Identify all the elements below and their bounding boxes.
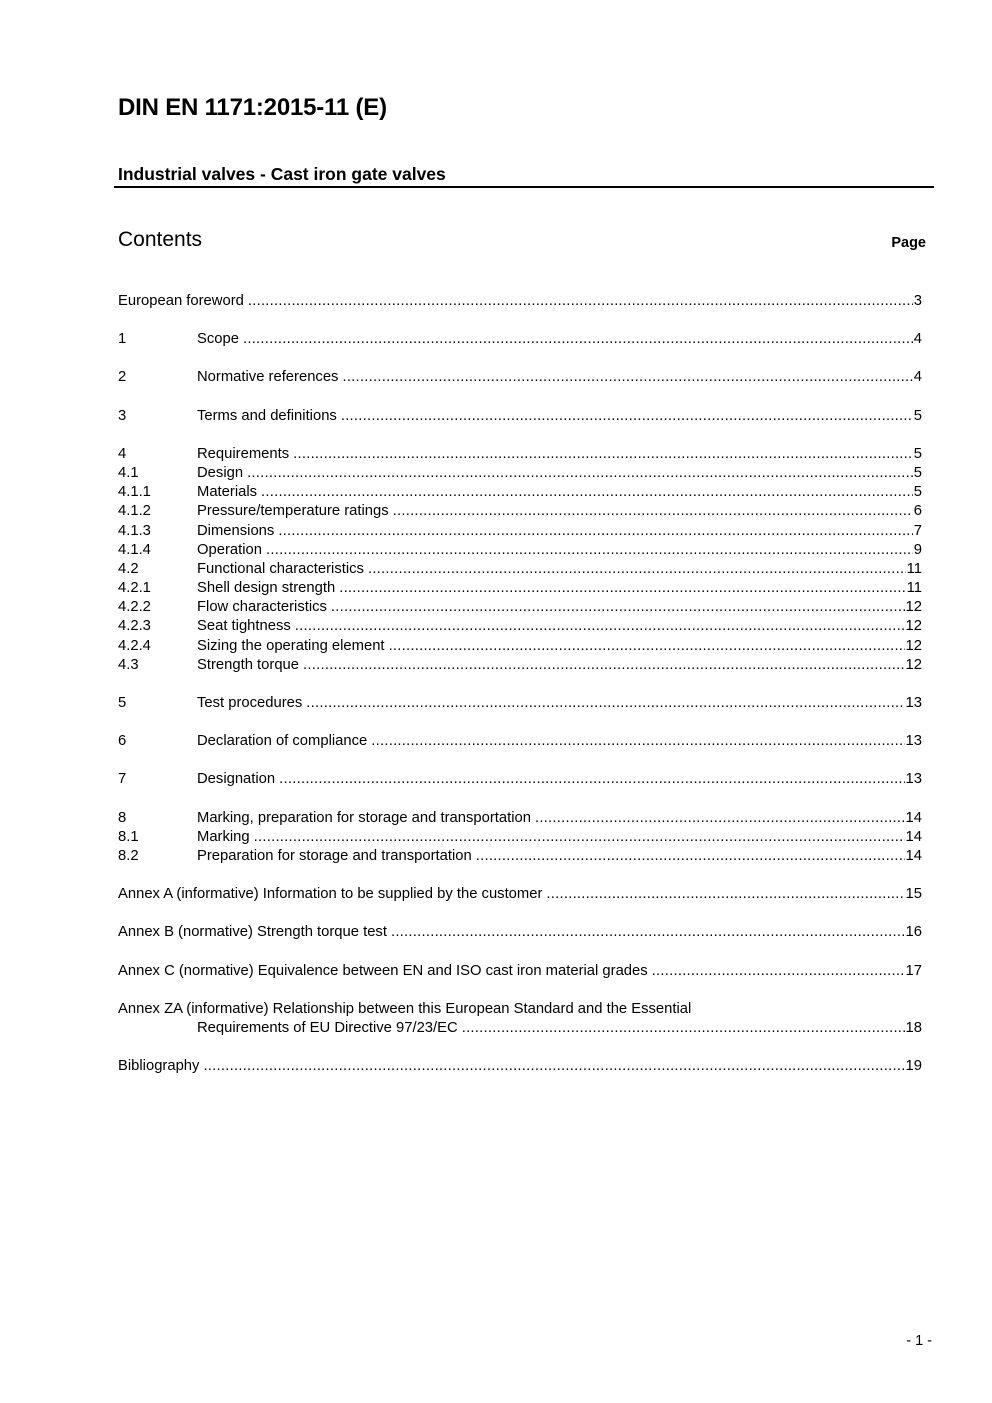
toc-entry-number: 4.2.3 xyxy=(118,618,151,635)
toc-entry-title: Scope xyxy=(197,331,239,348)
toc-dot-leader xyxy=(203,1057,904,1076)
toc-entry-page: 5 xyxy=(913,484,922,501)
toc-entry[interactable] xyxy=(118,923,922,942)
toc-entry-page: 19 xyxy=(905,1058,922,1075)
toc-dot-leader xyxy=(391,923,905,942)
toc-entry-number: 4.2.1 xyxy=(118,580,151,597)
toc-entry[interactable] xyxy=(118,292,922,311)
toc-dot-leader xyxy=(462,1019,905,1038)
toc-dot-leader xyxy=(306,694,904,713)
toc-entry-title: Normative references xyxy=(197,369,339,386)
toc-entry[interactable] xyxy=(118,732,922,751)
toc-entry-number: 4.1.2 xyxy=(118,503,151,520)
toc-entry-page: 7 xyxy=(913,522,922,539)
toc-dot-leader xyxy=(295,617,905,636)
toc-entry-page: 13 xyxy=(905,771,922,788)
toc-entry-number: 5 xyxy=(118,695,127,711)
toc-entry-title: Annex B (normative) Strength torque test xyxy=(118,924,387,941)
toc-entry-title: Bibliography xyxy=(118,1058,200,1075)
toc-dot-leader xyxy=(279,770,904,789)
toc-dot-leader xyxy=(247,464,913,483)
toc-entry-number: 8.1 xyxy=(118,828,139,845)
toc-dot-leader xyxy=(371,732,904,751)
toc-entry[interactable] xyxy=(118,368,922,387)
toc-entry-title: Sizing the operating element xyxy=(197,637,385,654)
page-column-label: Page xyxy=(891,235,926,251)
toc-entry-title: Design xyxy=(197,464,244,481)
toc-entry[interactable] xyxy=(118,407,922,426)
toc-dot-leader xyxy=(389,637,905,656)
toc-entry[interactable] xyxy=(118,962,922,981)
toc-entry-page: 16 xyxy=(905,924,922,941)
toc-entry-page: 14 xyxy=(905,828,922,845)
toc-dot-leader xyxy=(652,962,905,981)
toc-entry-number: 4.1.1 xyxy=(118,484,151,501)
toc-entry-page: 13 xyxy=(905,695,922,711)
toc-entry-page: 12 xyxy=(905,656,922,673)
toc-entry-page: 14 xyxy=(905,809,922,826)
toc-entry-page: 11 xyxy=(906,580,922,597)
toc-entry-title-line1: Annex ZA (informative) Relationship between this European Standard and the Essential xyxy=(118,1000,692,1017)
toc-entry-title: Terms and definitions xyxy=(197,407,337,424)
toc-entry[interactable] xyxy=(118,522,922,541)
toc-entry-title: Marking xyxy=(197,828,250,845)
toc-entry-title: Shell design strength xyxy=(197,580,336,597)
toc-entry-title: Flow characteristics xyxy=(197,599,327,616)
toc-entry-number: 4.2.4 xyxy=(118,637,151,654)
toc-entry[interactable] xyxy=(118,541,922,560)
toc-dot-leader xyxy=(368,560,906,579)
toc-entry-page: 4 xyxy=(913,331,922,348)
toc-entry-title: Designation xyxy=(197,771,276,788)
toc-entry-page: 13 xyxy=(905,733,922,750)
toc-entry-bibliography[interactable] xyxy=(118,1057,922,1076)
toc-entry[interactable] xyxy=(118,579,922,598)
toc-entry-number: 8.2 xyxy=(118,847,139,864)
toc-entry[interactable] xyxy=(118,445,922,464)
toc-entry-title: Functional characteristics xyxy=(197,560,364,577)
toc-dot-leader xyxy=(476,847,905,866)
toc-entry-annex-za[interactable] xyxy=(118,1000,922,1038)
toc-dot-leader xyxy=(303,656,905,675)
toc-entry-page: 5 xyxy=(913,464,922,481)
contents-heading: Contents xyxy=(118,228,203,251)
toc-entry-number: 4.3 xyxy=(118,656,139,673)
toc-entry-page: 6 xyxy=(913,503,922,520)
toc-dot-leader xyxy=(248,292,913,311)
toc-entry[interactable] xyxy=(118,617,922,636)
toc-entry-title: Pressure/temperature ratings xyxy=(197,503,389,520)
document-subtitle: Industrial valves - Cast iron gate valves xyxy=(118,164,446,184)
toc-entry-number: 4 xyxy=(118,445,127,462)
toc-entry[interactable] xyxy=(118,502,922,521)
toc-entry[interactable] xyxy=(118,770,922,789)
page-number: - 1 - xyxy=(906,1333,932,1349)
toc-entry[interactable] xyxy=(118,560,922,579)
toc-dot-leader xyxy=(261,483,913,502)
toc-entry[interactable] xyxy=(118,464,922,483)
toc-entry-title: Dimensions xyxy=(197,522,275,539)
toc-entry[interactable] xyxy=(118,637,922,656)
toc-entry[interactable] xyxy=(118,885,922,904)
toc-entry[interactable] xyxy=(118,828,922,847)
toc-entry[interactable] xyxy=(118,330,922,349)
toc-entry-page: 9 xyxy=(913,541,922,558)
toc-entry-number: 2 xyxy=(118,369,127,386)
toc-dot-leader xyxy=(339,579,905,598)
title-underline xyxy=(114,186,934,188)
toc-entry-page: 5 xyxy=(913,407,922,424)
toc-entry[interactable] xyxy=(118,598,922,617)
toc-entry-page: 12 xyxy=(905,599,922,616)
toc-entry[interactable] xyxy=(118,656,922,675)
toc-entry-page: 15 xyxy=(905,886,922,903)
toc-entry-title: Preparation for storage and transportation xyxy=(197,847,472,864)
toc-dot-leader xyxy=(278,522,912,541)
toc-dot-leader xyxy=(331,598,905,617)
toc-dot-leader xyxy=(341,407,913,426)
toc-entry[interactable] xyxy=(118,847,922,866)
toc-entry-number: 4.2 xyxy=(118,560,139,577)
toc-entry-number: 6 xyxy=(118,733,127,750)
toc-entry-number: 1 xyxy=(118,331,127,348)
toc-entry-title: Declaration of compliance xyxy=(197,733,368,750)
toc-dot-leader xyxy=(254,828,905,847)
toc-dot-leader xyxy=(243,330,913,349)
toc-entry-number: 4.1.3 xyxy=(118,522,151,539)
toc-dot-leader xyxy=(293,445,913,464)
toc-entry-number: 7 xyxy=(118,771,127,788)
toc-entry-number: 8 xyxy=(118,809,127,826)
toc-entry-page: 5 xyxy=(913,445,922,462)
toc-entry-title: Test procedures xyxy=(197,695,303,711)
toc-entry-title: Operation xyxy=(197,541,262,558)
document-id: DIN EN 1171:2015-11 (E) xyxy=(118,94,387,121)
toc-entry[interactable] xyxy=(118,809,922,828)
toc-entry-title: Requirements xyxy=(197,445,290,462)
toc-entry-title: Marking, preparation for storage and transportation xyxy=(197,809,531,826)
toc-entry-title-line2-row xyxy=(118,1019,922,1038)
toc-dot-leader xyxy=(546,885,904,904)
toc-entry[interactable] xyxy=(118,694,922,713)
toc-entry-title: Annex A (informative) Information to be supplied by the customer xyxy=(118,886,543,903)
toc-entry-number: 4.1 xyxy=(118,464,139,481)
toc-entry-number: 3 xyxy=(118,407,127,424)
toc-entry-title: Annex C (normative) Equivalence between EN and ISO cast iron material grades xyxy=(118,962,648,979)
toc-entry-number: 4.1.4 xyxy=(118,541,151,558)
toc-entry-title-line2: Requirements of EU Directive 97/23/EC xyxy=(197,1019,458,1036)
toc-entry-page: 12 xyxy=(905,637,922,654)
toc-entry-page: 17 xyxy=(905,962,922,979)
table-of-contents xyxy=(118,292,922,1076)
toc-entry-title: Materials xyxy=(197,484,258,501)
toc-entry-page: 11 xyxy=(906,560,922,577)
toc-entry-title: Seat tightness xyxy=(197,618,291,635)
toc-dot-leader xyxy=(393,502,913,521)
toc-entry-page: 3 xyxy=(913,293,922,309)
toc-entry-page: 18 xyxy=(905,1019,922,1036)
toc-dot-leader xyxy=(535,809,905,828)
toc-dot-leader xyxy=(342,368,912,387)
toc-dot-leader xyxy=(266,541,913,560)
toc-entry-title: Strength torque xyxy=(197,656,300,673)
toc-entry-page: 4 xyxy=(913,369,922,386)
toc-entry-page: 14 xyxy=(905,847,922,864)
toc-entry-page: 12 xyxy=(905,618,922,635)
toc-entry-number: 4.2.2 xyxy=(118,599,151,616)
toc-entry[interactable] xyxy=(118,483,922,502)
toc-entry-title: European foreword xyxy=(118,293,244,309)
